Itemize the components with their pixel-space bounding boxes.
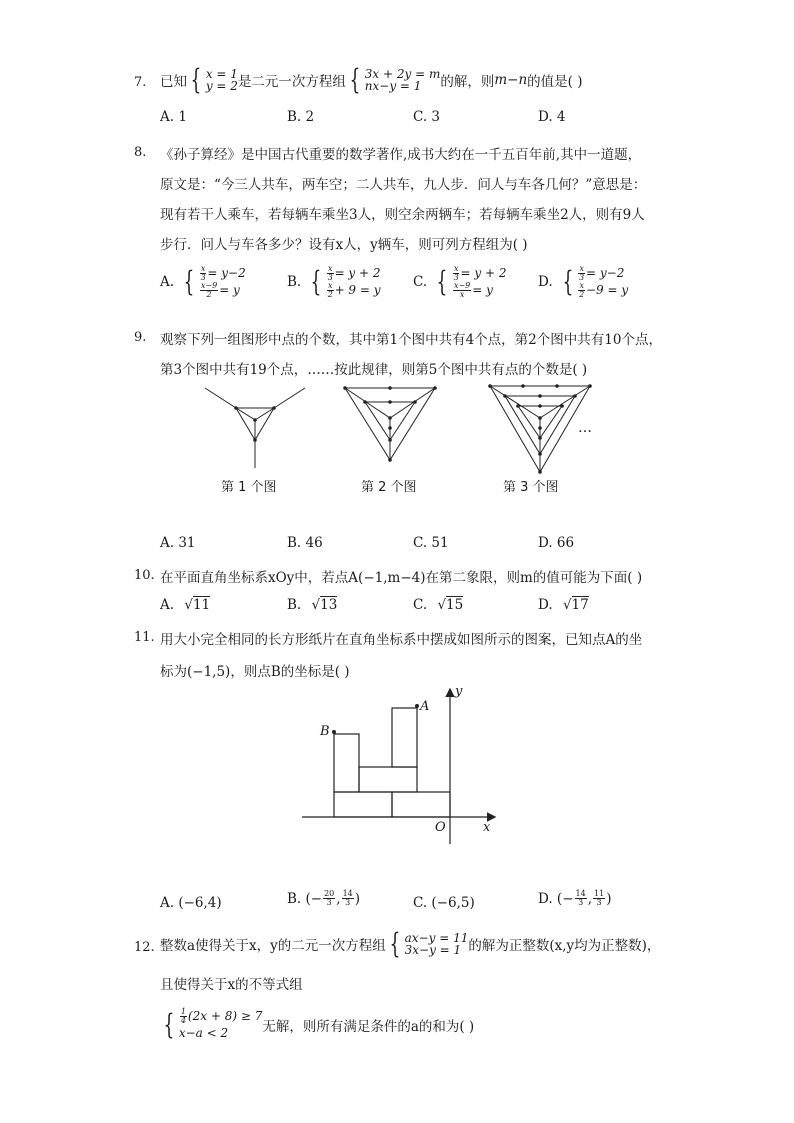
q8-line-2: 原文是：“今三人共车，两车空；二人共车，九人步．问人与车各几何？”意思是： [160,177,647,193]
q8-d-system [559,265,629,299]
q12-inequality-line [160,1008,474,1041]
point [516,404,520,408]
q9-number: 9. [134,330,147,345]
q7-text-1: 已知 [160,74,187,90]
q7-sys1-row1: x = 1 [205,67,238,81]
q7-text-4: 的值是( ) [527,74,583,90]
point [538,436,542,440]
q9-option-a[interactable]: A. 31 [160,535,196,551]
frac-num: x−9 [453,281,471,290]
brace: { [163,1007,175,1041]
q7-option-c[interactable]: C. 3 [413,109,441,125]
point [253,418,257,422]
point [388,458,392,462]
q12-number: 12. [134,940,155,955]
rect-left-vertical [334,734,359,792]
q8-d-row2: −9 = y [585,283,629,297]
q11-label-x: x [483,820,491,835]
frac-num: x [328,281,333,290]
inner-line [236,408,255,420]
point [388,438,392,442]
q10-option-b[interactable]: B. √13 [287,597,338,613]
rect-bottom-right [392,792,450,817]
point [521,384,525,388]
frac-den: x [459,290,465,299]
frac-num: x [579,281,584,290]
ray [274,388,305,408]
frac-den: 2 [579,290,585,299]
q9-option-b[interactable]: B. 46 [287,535,323,551]
q8-option-d[interactable] [538,265,628,299]
point [538,404,542,408]
point [363,400,367,404]
q9-option-c[interactable]: C. 51 [413,535,449,551]
q11-line-1: 用大小完全相同的长方形纸片在直角坐标系中摆成如图所示的图案，已知点A的坐 [160,632,643,648]
point [253,438,257,442]
q12-text-1: 整数a使得关于x，y的二元一次方程组 [160,938,386,954]
frac-num: x [579,264,584,273]
q12-inequality-system [160,1008,262,1041]
q12-sys-row2: 3x−y = 1 [404,943,462,957]
option-label: A. [160,274,175,290]
q11-label-origin: O [435,820,446,835]
q8-c-system [433,265,506,299]
point [488,384,492,388]
q11-label-a: A [420,699,430,714]
radicand: 15 [446,597,464,613]
q8-line-4: 步行．问人与车各多少？设有x人，y辆车，则可列方程组为( ) [160,237,528,253]
option-label: C. [413,597,428,613]
q8-c-row1: = y + 2 [460,266,507,280]
q8-a-system [180,265,246,299]
q11-coordinate-figure [296,684,502,846]
q8-c-row2: = y [472,283,493,297]
q11-option-a[interactable]: A. (−6,4) [160,895,222,911]
point [538,426,542,430]
option-label: D. [538,274,553,290]
q12-text-2: 的解为正整数(x,y均为正整数)， [468,938,661,954]
frac-num: 14 [575,889,586,898]
point [588,384,592,388]
frac-num: x [328,264,333,273]
q9-fig-label-1: 第 1 个图 [221,480,277,495]
q11-option-c[interactable]: C. (−6,5) [413,895,475,911]
q8-b-row1: = y + 2 [334,266,381,280]
q9-fig-label-2: 第 2 个图 [361,480,417,495]
inner-line [255,408,274,420]
q10-option-c[interactable]: C. √15 [413,597,464,613]
point [388,416,392,420]
rect-bottom-left [334,792,392,817]
option-label: C. [413,274,428,290]
q8-option-a[interactable] [160,265,246,299]
q7-option-a[interactable]: A. 1 [160,109,187,125]
brace: { [389,927,401,960]
q9-ellipsis: … [578,420,592,436]
frac-den: 3 [326,898,332,907]
option-label: A. [160,597,175,613]
point [538,394,542,398]
option-label: B. [287,597,302,613]
q8-line-3: 现有若干人乘车，若每辆车乘坐3人，则空余两辆车；若每辆车乘坐2人，则有9人 [160,207,645,223]
point [413,400,417,404]
point [234,406,238,410]
point [433,386,437,390]
q10-option-d[interactable]: D. √17 [538,597,589,613]
q7-equation-system [346,63,441,96]
frac-den: 3 [596,898,602,907]
option-label: D. [538,597,553,613]
q8-d-row1: = y−2 [585,266,625,280]
q9-option-d[interactable]: D. 66 [538,535,575,551]
radicand: 17 [571,597,589,613]
brace: { [183,265,195,298]
frac-den: 3 [200,273,206,282]
q8-number: 8. [134,145,147,160]
q12-text-3: 无解，则所有满足条件的a的和为( ) [262,1018,475,1035]
q12-ineq-row1: (2x + 8) ≥ 7 [187,1009,263,1023]
radicand: 11 [192,597,211,613]
q9-figure-1 [205,388,305,468]
point [272,406,276,410]
point-b [332,730,336,734]
q7-option-b[interactable]: B. 2 [287,109,315,125]
q8-line-1: 《孙子算经》是中国古代重要的数学著作,成书大约在一千五百年前,其中一道题， [160,147,642,163]
point [538,416,542,420]
inner-line [390,388,435,418]
frac-den: 4 [180,1016,186,1025]
point [388,426,392,430]
q9-pattern-figures [200,380,620,475]
point [343,386,347,390]
radicand: 13 [320,597,338,613]
q12-stem [160,927,661,960]
frac-num: x [200,264,206,273]
point [573,394,577,398]
point [503,394,507,398]
frac-den: 3 [453,273,459,282]
option-label: B. ( [287,890,311,907]
frac-den: 3 [345,898,351,907]
q7-sys2-row2: nx−y = 1 [364,79,422,93]
q7-sys1-row2: y = 2 [205,79,238,93]
q11-label-y: y [455,684,463,699]
q8-b-system [307,265,380,299]
frac-num: 14 [342,889,353,898]
frac-den: 3 [579,273,585,282]
brace: { [349,63,361,96]
frac-den: 3 [578,898,584,907]
q7-option-d[interactable]: D. 4 [538,109,566,125]
q12-equation-system [386,927,469,960]
q11-label-b: B [320,724,330,739]
rect-right-vertical [392,708,417,767]
point [538,452,542,456]
brace: { [190,63,202,96]
q12-ineq-row2: x−a < 2 [178,1026,229,1040]
q8-option-c[interactable] [413,265,506,299]
q8-b-row2: + 9 = y [334,283,381,297]
q8-option-b[interactable] [287,265,381,299]
q10-number: 10. [134,568,155,583]
point [388,400,392,404]
point [555,384,559,388]
point-a [415,704,419,708]
frac-num: x [453,264,459,273]
point [560,404,564,408]
q7-stem [160,63,583,96]
rect-middle [359,767,417,792]
q11-option-d[interactable]: D. ( − $\frac{14}{3}$ , $\frac{11}{3}$ ) [538,889,612,907]
q8-a-row1: = y−2 [207,266,246,280]
q9-line-1: 观察下列一组图形中点的个数，其中第1个图中共有4个点，第2个图中共有10个点， [160,332,662,348]
q7-number: 7. [134,75,147,90]
ray [205,388,236,408]
q10-option-a[interactable]: A. √11 [160,597,211,613]
frac-den: 3 [327,273,333,282]
frac-num: x−9 [200,281,218,290]
q12-sys-row1: ax−y = 11 [404,931,469,945]
q9-line-2: 第3个图中共有19个点，……按此规律，则第5个图中共有点的个数是( ) [160,362,588,378]
point [388,386,392,390]
inner-line [345,388,390,418]
q7-solution-system [187,63,238,96]
q7-text-2: 是二元一次方程组 [237,74,346,90]
brace: { [562,265,573,298]
frac-num: 1 [180,1007,186,1016]
brace: { [436,265,448,298]
point [538,470,542,474]
q7-text-3: 的解，则 [440,74,495,90]
frac-num: 20 [324,889,335,898]
brace: { [310,265,322,298]
option-label: D. ( [538,890,563,907]
q9-fig-label-3: 第 3 个图 [503,480,559,495]
q10-text: 在平面直角坐标系xOy中，若点A(−1,m−4)在第二象限，则m的值可能为下面( ) [160,570,643,586]
frac-num: 11 [594,889,605,898]
frac-den: 2 [206,290,212,299]
q7-expr: m−n [494,72,528,88]
q12-line-2: 且使得关于x的不等式组 [160,977,303,993]
q11-line-2: 标为(−1,5)，则点B的坐标是( ) [160,664,350,680]
frac-den: 2 [327,290,333,299]
q11-option-b[interactable]: B. ( − $\frac{20}{3}$ , $\frac{14}{3}$ ) [287,889,361,907]
q8-a-row2: = y [219,283,240,297]
q7-sys2-row1: 3x + 2y = m [364,67,441,81]
q9-figure-2 [345,388,435,460]
option-label: B. [287,274,302,290]
q11-number: 11. [134,630,155,645]
